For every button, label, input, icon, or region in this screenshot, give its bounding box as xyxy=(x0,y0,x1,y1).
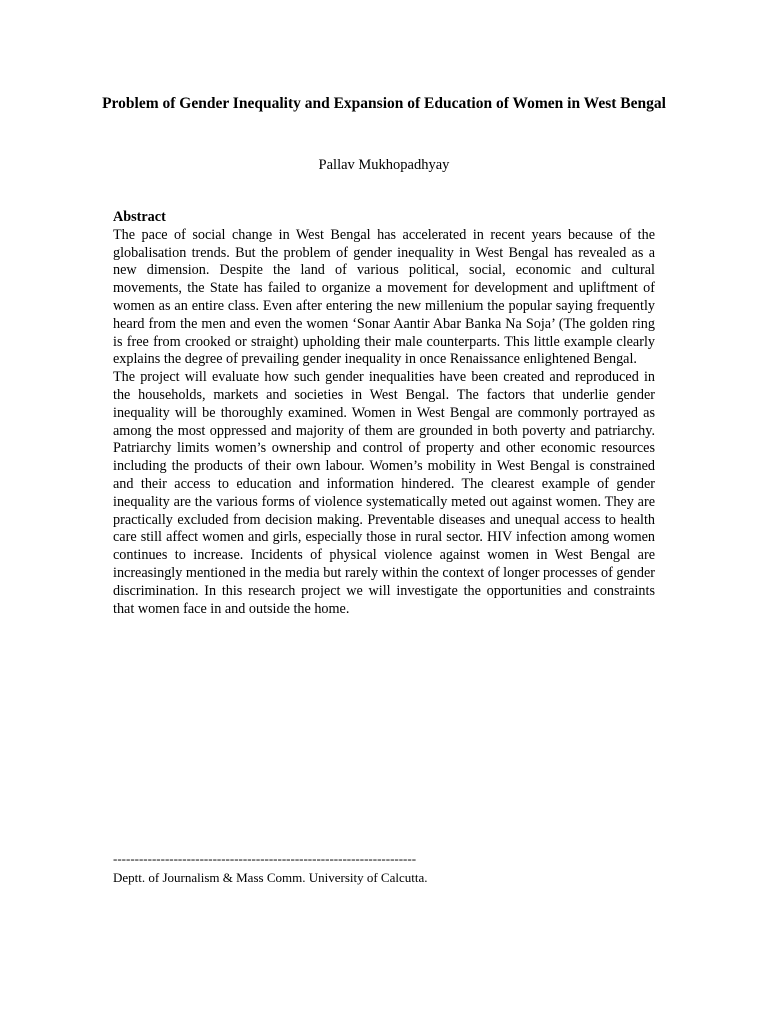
footnote-affiliation: Deptt. of Journalism & Mass Comm. University of Calcutta. xyxy=(113,870,428,885)
paper-author: Pallav Mukhopadhyay xyxy=(318,157,450,173)
footnote-separator: ---------------------------------------------------------------------- xyxy=(113,851,417,866)
abstract-paragraph-2: The project will evaluate how such gender inequalities have been created and reproduced in the households, markets and societies in West Bengal. The factors that underlie gender inequality will be thoroughly examined. Women in West Bengal are commonly portrayed as among the most oppressed and majority of them are grounded in both poverty and patriarchy. Patriarchy limits women’s ownership and control of property and other economic resources including the products of their own labour. Women’s mobility in West Bengal is constrained and their access to education and information hindered. The clearest example of gender inequality are the various forms of violence systematically meted out against women. They are practically excluded from decision making. Preventable diseases and unequal access to health care still affect women and girls, especially those in rural sector. HIV infection among women continues to increase. Incidents of physical violence against women in West Bengal are increasingly mentioned in the media but rarely within the context of longer processes of gender discrimination. In this research project we will investigate the opportunities and constraints that women face in and outside the home. xyxy=(113,369,655,617)
abstract-section xyxy=(113,209,655,618)
abstract-paragraph-1: The pace of social change in West Bengal has accelerated in recent years because of the globalisation trends. But the problem of gender inequality in West Bengal has revealed as a new dimension. Despite the land of various political, social, economic and cultural movements, the State has failed to organize a movement for development and upliftment of women as an entire class. Even after entering the new millenium the popular saying frequently heard from the men and even the women ‘Sonar Aantir Abar Banka Na Soja’ (The golden ring is free from crooked or straight) upholding their male counterparts. This little example clearly explains the degree of prevailing gender inequality in once Renaissance enlightened Bengal. xyxy=(113,226,655,368)
paper-title: Problem of Gender Inequality and Expansion of Education of Women in West Bengal xyxy=(102,95,666,112)
abstract-heading: Abstract xyxy=(113,209,166,225)
